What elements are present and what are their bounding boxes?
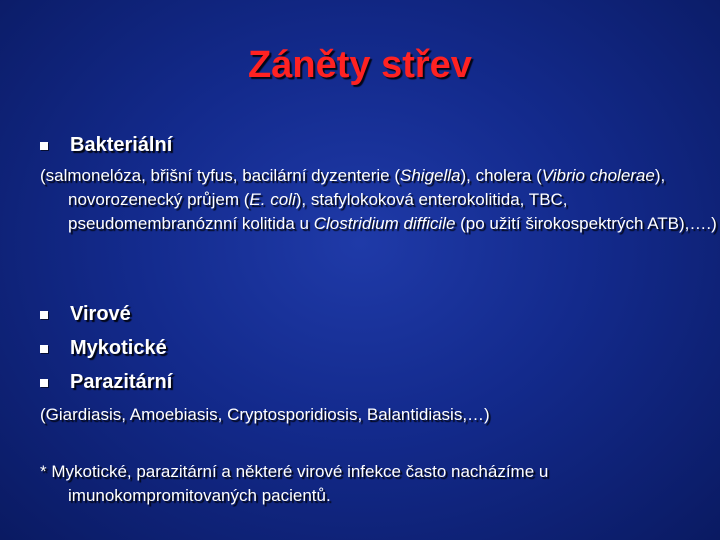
bullet-label: Mykotické (70, 337, 167, 359)
bullet-item-bacterial (40, 134, 172, 157)
footnote-text: * Mykotické, parazitární a některé virové infekce často nacházíme u imunokompromitovaných pacientů. (40, 462, 549, 505)
bullet-label: Parazitární (70, 371, 173, 393)
bullet-item-parasitic (40, 371, 172, 394)
parasite-examples-text: (Giardiasis, Amoebiasis, Cryptosporidiosis, Balantidiasis,…) (40, 405, 490, 424)
bullet-label: Bakteriální (70, 134, 173, 156)
bullet-label: Virové (70, 303, 131, 325)
square-bullet-icon (40, 345, 48, 353)
slide-title: Záněty střev (248, 44, 472, 86)
bacterial-examples-text: (salmonelóza, břišní tyfus, bacilární dyzenterie (Shigella), cholera (Vibrio cholerae), novorozenecký průjem (E. coli), stafylokoková enterokolitida, TBC, pseudomembranóznní kolitida u Clostridium difficile (po užití širokospektrých ATB),….) (40, 166, 717, 233)
bullet-item-viral (40, 303, 131, 326)
bullet-item-fungal (40, 337, 167, 360)
square-bullet-icon (40, 311, 48, 319)
square-bullet-icon (40, 142, 48, 150)
square-bullet-icon (40, 379, 48, 387)
